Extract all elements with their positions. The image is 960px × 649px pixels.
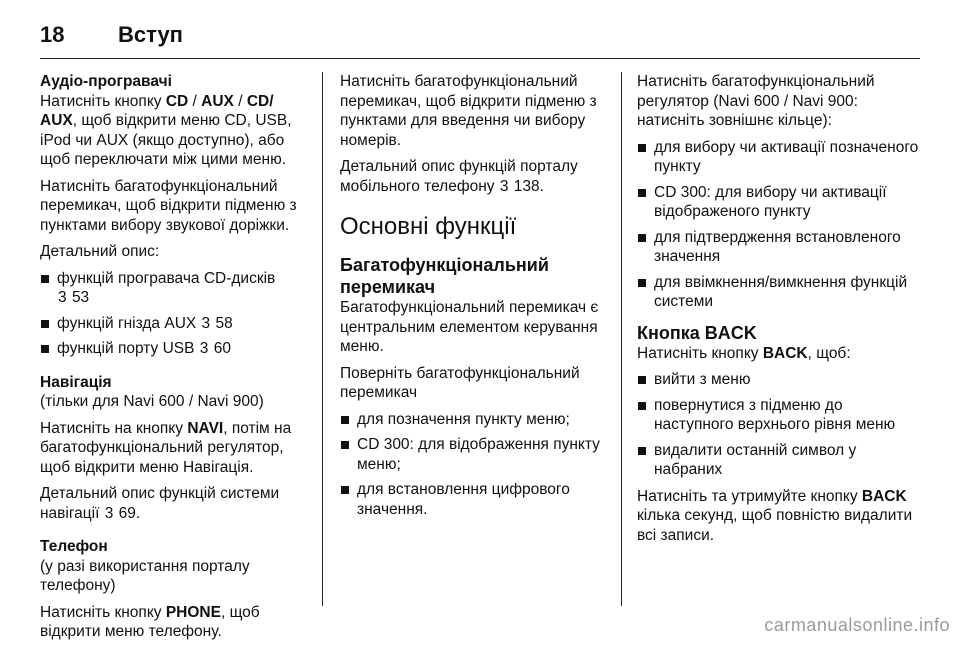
audio-paragraph-1: Натисніть кнопку CD / AUX / CD/ AUX, щоб відкрити меню CD, USB, iPod чи AUX (якщо доступно), або щоб переключати між цими меню. bbox=[40, 92, 292, 168]
page-number: 18 bbox=[40, 22, 65, 47]
list-item: для підтвердження встановленого значення bbox=[637, 228, 923, 267]
page-ref-arrow-icon: 3 bbox=[201, 314, 211, 332]
back-key: BACK bbox=[861, 487, 907, 505]
knob-paragraph-2: Поверніть багатофункціональний перемикач bbox=[340, 364, 580, 401]
audio-paragraph-3: Детальний опис: bbox=[40, 243, 160, 260]
bullet-icon bbox=[341, 416, 349, 424]
phone-heading: Телефон bbox=[40, 538, 108, 555]
knob-press-paragraph: Натисніть багатофункціональний регулятор (Navi 600 / Navi 900: натисніть зовнішнє кільце): bbox=[637, 73, 875, 129]
page-title: Вступ bbox=[118, 22, 183, 47]
column-3 bbox=[637, 72, 923, 552]
back-heading: Кнопка BACK bbox=[637, 322, 757, 343]
phone-paragraph-3: Детальний опис функцій порталу мобільного телефону 3 138. bbox=[340, 158, 578, 195]
cd-aux-key: CD/ AUX bbox=[40, 92, 274, 129]
knob-paragraph-1: Багатофункціональний перемикач є центральним елементом керування меню. bbox=[340, 299, 599, 355]
list-item: вийти з меню bbox=[637, 370, 923, 390]
page-ref-arrow-icon: 3 bbox=[499, 177, 509, 195]
list-item: CD 300: для відображення пункту меню; bbox=[340, 435, 610, 474]
list-item: для позначення пункту меню; bbox=[340, 410, 610, 430]
bullet-icon bbox=[41, 320, 49, 328]
nav-heading: Навігація bbox=[40, 373, 112, 391]
bullet-icon bbox=[341, 441, 349, 449]
bullet-icon bbox=[41, 345, 49, 353]
bullet-icon bbox=[638, 144, 646, 152]
bullet-icon bbox=[638, 376, 646, 384]
column-divider bbox=[621, 72, 622, 606]
bullet-icon bbox=[638, 279, 646, 287]
phone-paragraph-1: Натисніть кнопку PHONE, щоб відкрити меню телефону. bbox=[40, 603, 260, 640]
navi-key: NAVI bbox=[187, 419, 224, 437]
aux-key: AUX bbox=[201, 92, 234, 110]
nav-paragraph-2: Детальний опис функцій системи навігації 3 69. bbox=[40, 485, 280, 522]
knob-turn-list bbox=[340, 410, 610, 520]
phone-subheading: (у разі використання порталу телефону) bbox=[40, 557, 250, 594]
page-ref-arrow-icon: 3 bbox=[58, 289, 67, 306]
cd-key: CD bbox=[165, 92, 189, 110]
watermark: carmanualsonline.info bbox=[764, 615, 950, 635]
audio-list bbox=[40, 269, 312, 359]
list-item: функцій програвача CD-дисків 3 53 bbox=[40, 269, 312, 308]
list-item: для ввімкнення/вимкнення функцій системи bbox=[637, 273, 923, 312]
bullet-icon bbox=[638, 189, 646, 197]
phone-key: PHONE bbox=[165, 603, 221, 621]
list-item: CD 300: для вибору чи активації відображеного пункту bbox=[637, 183, 923, 222]
page-ref: 60 bbox=[213, 340, 231, 357]
list-item: видалити останній символ у набраних bbox=[637, 441, 923, 480]
page-ref: 138. bbox=[513, 177, 544, 195]
page-ref: 58 bbox=[215, 314, 233, 332]
back-list bbox=[637, 370, 923, 480]
knob-heading: Багатофункціональний перемикач bbox=[340, 255, 549, 297]
knob-press-list bbox=[637, 138, 923, 312]
back-key: BACK bbox=[762, 344, 808, 362]
column-2 bbox=[340, 72, 610, 526]
bullet-icon bbox=[638, 402, 646, 410]
main-heading: Основні функції bbox=[340, 213, 517, 240]
back-paragraph-1: Натисніть кнопку BACK, щоб: bbox=[637, 344, 851, 362]
column-divider bbox=[322, 72, 323, 606]
nav-paragraph-1: Натисніть на кнопку NAVI, потім на багатофункціональний регулятор, щоб відкрити меню Навігація. bbox=[40, 419, 292, 476]
page-ref: 69. bbox=[118, 504, 141, 522]
list-item: функцій порту USB 3 60 bbox=[40, 339, 312, 359]
audio-paragraph-2: Натисніть багатофункціональний перемикач, щоб відкрити підменю з пунктами вибору звукової доріжки. bbox=[40, 177, 297, 234]
bullet-icon bbox=[41, 275, 49, 283]
bullet-icon bbox=[638, 447, 646, 455]
audio-heading: Аудіо-програвачі bbox=[40, 73, 172, 90]
page-ref-arrow-icon: 3 bbox=[104, 504, 114, 522]
list-item: функцій гнізда AUX 3 58 bbox=[40, 314, 312, 334]
list-item: для встановлення цифрового значення. bbox=[340, 480, 610, 519]
bullet-icon bbox=[638, 234, 646, 242]
column-1 bbox=[40, 72, 312, 649]
nav-subheading: (тільки для Navi 600 / Navi 900) bbox=[40, 393, 264, 410]
page-ref: 53 bbox=[71, 289, 90, 306]
list-item: для вибору чи активації позначеного пункту bbox=[637, 138, 923, 177]
list-item: повернутися з підменю до наступного верхнього рівня меню bbox=[637, 396, 923, 435]
page-header bbox=[40, 14, 920, 54]
phone-paragraph-2: Натисніть багатофункціональний перемикач, щоб відкрити підменю з пунктами для введення чи вибору номерів. bbox=[340, 73, 597, 149]
page-ref-arrow-icon: 3 bbox=[199, 340, 209, 357]
bullet-icon bbox=[341, 486, 349, 494]
back-paragraph-2: Натисніть та утримуйте кнопку BACK кілька секунд, щоб повністю видалити всі записи. bbox=[637, 487, 913, 544]
header-rule bbox=[40, 58, 920, 59]
